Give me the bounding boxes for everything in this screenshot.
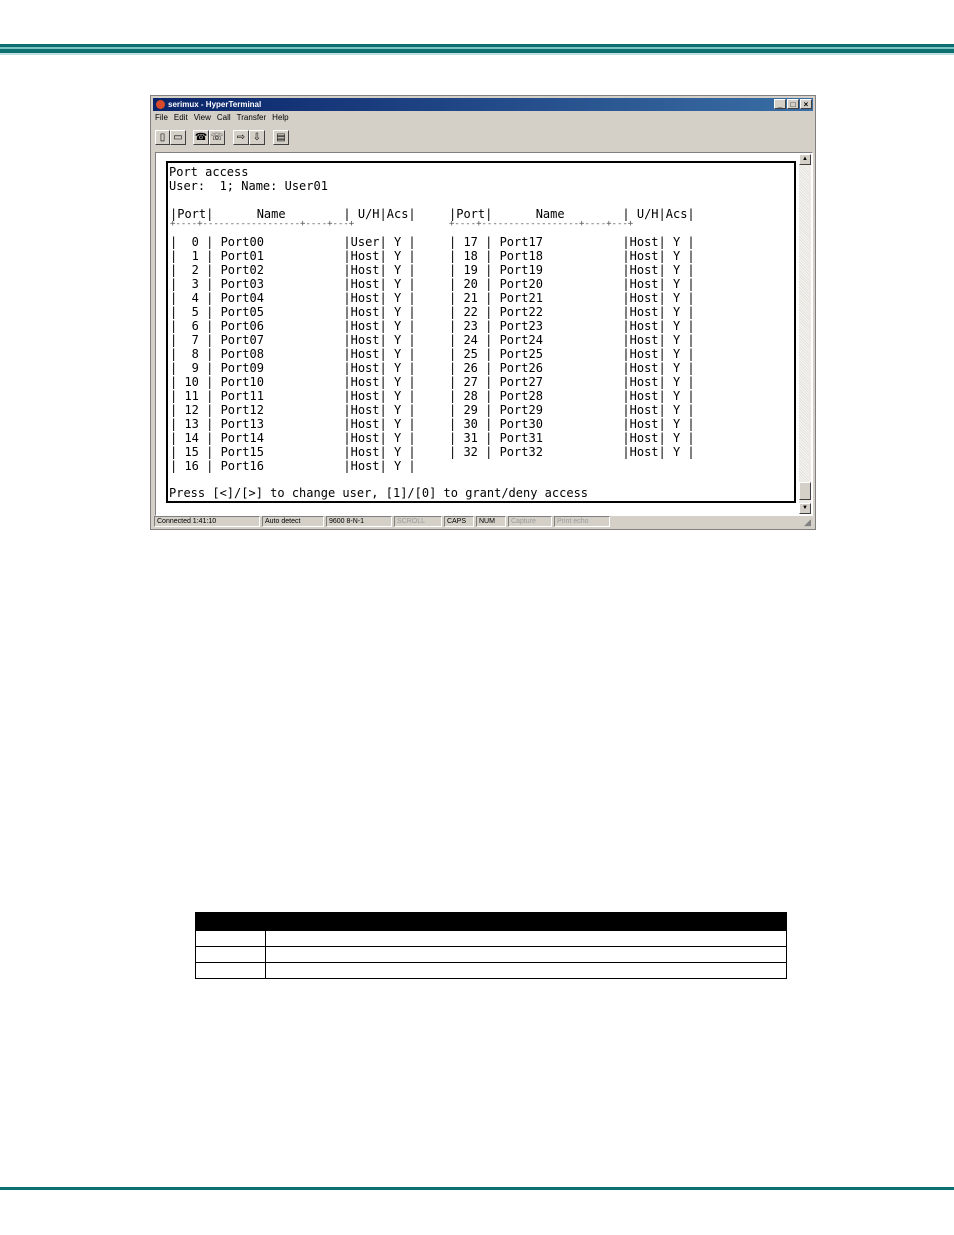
status-auto-detect: Auto detect (262, 516, 324, 527)
send-icon[interactable]: ⇨ (233, 130, 249, 145)
menu-file[interactable]: File (155, 113, 168, 122)
key-table (195, 912, 787, 979)
resize-grip-icon[interactable]: ◢ (804, 517, 811, 527)
terminal-footer-hint: Press [<]/[>] to change user, [1]/[0] to grant/deny access (169, 486, 589, 500)
menu-view[interactable]: View (193, 113, 211, 122)
port-row-20: | 20 | Port20 |Host| Y | (449, 277, 695, 291)
table-header-left: |Port| Name | U/H|Acs| (170, 207, 416, 221)
scroll-thumb[interactable] (799, 482, 811, 500)
window-title: serimux - HyperTerminal (168, 100, 262, 109)
port-row-16: | 16 | Port16 |Host| Y | (170, 459, 416, 473)
port-row-29: | 29 | Port29 |Host| Y | (449, 403, 695, 417)
table-row (196, 947, 787, 963)
port-row-10: | 10 | Port10 |Host| Y | (170, 375, 416, 389)
port-row-15: | 15 | Port15 |Host| Y | (170, 445, 416, 459)
port-row-17: | 17 | Port17 |Host| Y | (449, 235, 695, 249)
menu-help[interactable]: Help (272, 113, 289, 122)
port-row-22: | 22 | Port22 |Host| Y | (449, 305, 695, 319)
menu-call[interactable]: Call (216, 113, 231, 122)
port-row-32: | 32 | Port32 |Host| Y | (449, 445, 695, 459)
terminal-title: Port access (169, 165, 249, 179)
hyperterminal-app-icon (156, 100, 165, 109)
menu-bar (155, 113, 295, 125)
scroll-up-button[interactable]: ▲ (799, 154, 811, 165)
port-row-25: | 25 | Port25 |Host| Y | (449, 347, 695, 361)
port-row-3: | 3 | Port03 |Host| Y | (170, 277, 416, 291)
port-row-11: | 11 | Port11 |Host| Y | (170, 389, 416, 403)
port-row-23: | 23 | Port23 |Host| Y | (449, 319, 695, 333)
terminal-area[interactable] (155, 152, 813, 516)
status-capture: Capture (508, 516, 552, 527)
status-baud: 9600 8-N-1 (326, 516, 392, 527)
menu-transfer[interactable]: Transfer (236, 113, 267, 122)
port-row-6: | 6 | Port06 |Host| Y | (170, 319, 416, 333)
port-row-27: | 27 | Port27 |Host| Y | (449, 375, 695, 389)
port-row-5: | 5 | Port05 |Host| Y | (170, 305, 416, 319)
disconnect-icon[interactable]: ☏ (210, 132, 224, 143)
port-row-21: | 21 | Port21 |Host| Y | (449, 291, 695, 305)
port-row-0: | 0 | Port00 |User| Y | (170, 235, 416, 249)
terminal-user-line: User: 1; Name: User01 (169, 179, 328, 193)
receive-icon[interactable]: ⇩ (249, 130, 265, 145)
port-row-18: | 18 | Port18 |Host| Y | (449, 249, 695, 263)
table-divider-right: +----+------------------+----+---+ (449, 219, 634, 229)
page-footer-rule (0, 1187, 954, 1190)
port-row-13: | 13 | Port13 |Host| Y | (170, 417, 416, 431)
port-row-19: | 19 | Port19 |Host| Y | (449, 263, 695, 277)
table-header-right: |Port| Name | U/H|Acs| (449, 207, 695, 221)
scroll-down-button[interactable]: ▼ (799, 503, 811, 514)
port-row-9: | 9 | Port09 |Host| Y | (170, 361, 416, 375)
port-row-2: | 2 | Port02 |Host| Y | (170, 263, 416, 277)
maximize-button[interactable]: □ (787, 99, 799, 109)
window-titlebar[interactable] (153, 98, 813, 111)
table-row (196, 931, 787, 947)
port-row-14: | 14 | Port14 |Host| Y | (170, 431, 416, 445)
table-divider-left: +----+------------------+----+---+ (170, 219, 355, 229)
menu-edit[interactable]: Edit (173, 113, 188, 122)
port-row-31: | 31 | Port31 |Host| Y | (449, 431, 695, 445)
table-header-row (196, 913, 787, 931)
port-row-4: | 4 | Port04 |Host| Y | (170, 291, 416, 305)
vertical-scrollbar[interactable] (799, 154, 811, 514)
port-row-30: | 30 | Port30 |Host| Y | (449, 417, 695, 431)
status-num: NUM (476, 516, 506, 527)
port-row-12: | 12 | Port12 |Host| Y | (170, 403, 416, 417)
minimize-button[interactable]: _ (774, 99, 786, 109)
status-print-echo: Print echo (554, 516, 610, 527)
port-row-7: | 7 | Port07 |Host| Y | (170, 333, 416, 347)
status-scroll: SCROLL (394, 516, 442, 527)
open-icon[interactable]: ▭ (170, 130, 186, 145)
properties-icon[interactable]: ▤ (273, 130, 289, 145)
close-button[interactable]: × (800, 99, 812, 109)
connect-icon[interactable]: ☎ (194, 132, 208, 143)
hyperterminal-window (150, 95, 816, 530)
port-row-1: | 1 | Port01 |Host| Y | (170, 249, 416, 263)
status-connected-time: Connected 1:41:10 (154, 516, 260, 527)
port-row-8: | 8 | Port08 |Host| Y | (170, 347, 416, 361)
status-caps: CAPS (444, 516, 474, 527)
port-row-24: | 24 | Port24 |Host| Y | (449, 333, 695, 347)
port-row-28: | 28 | Port28 |Host| Y | (449, 389, 695, 403)
page-header-rule (0, 44, 954, 55)
new-connection-icon[interactable]: ▯ (155, 130, 170, 145)
table-row (196, 963, 787, 979)
port-row-26: | 26 | Port26 |Host| Y | (449, 361, 695, 375)
